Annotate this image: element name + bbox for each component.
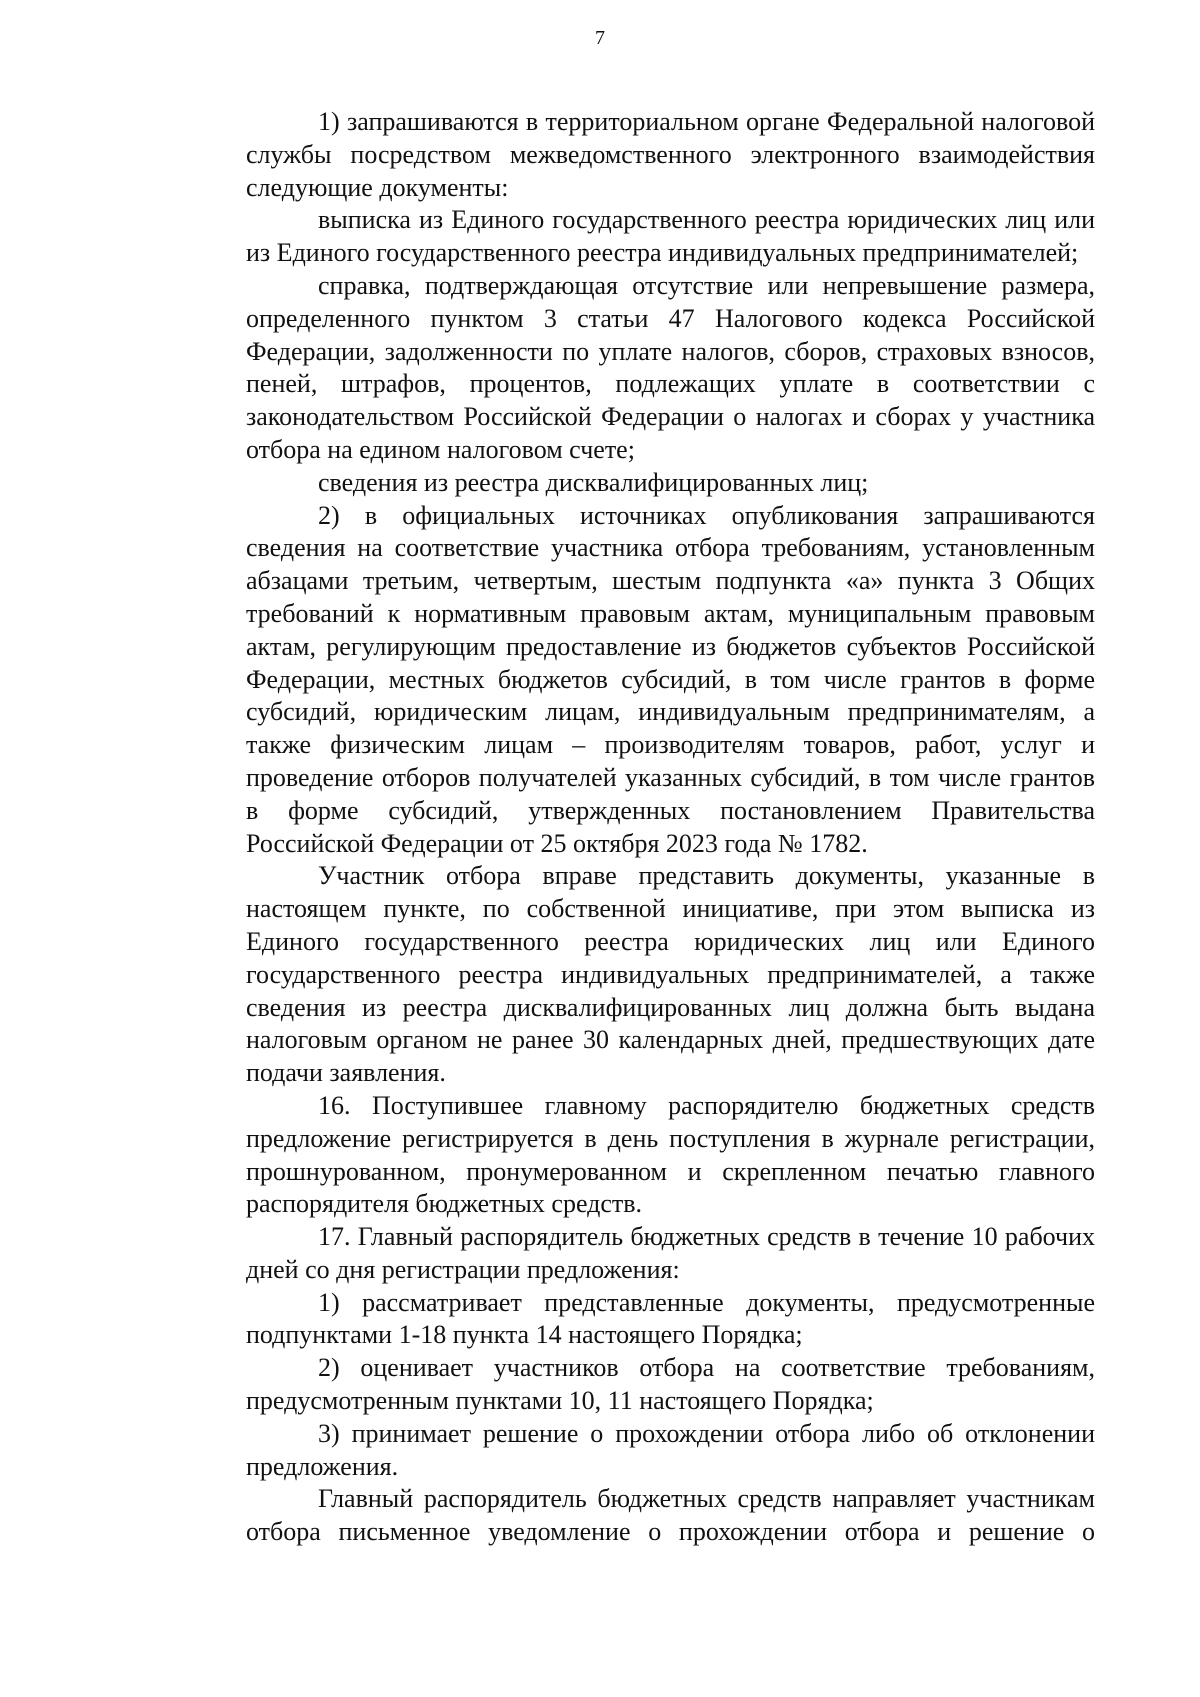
text-line: из Единого государственного реестра индивидуальных предпринимателей; xyxy=(246,238,1079,268)
text-line: Единого государственного реестра юридических лиц или Единого xyxy=(246,926,1095,956)
text-line: 1) запрашиваются в территориальном органе Федеральной налоговой xyxy=(318,107,1095,136)
text-line: абзацами третьим, четвертым, шестым подпункта «а» пункта 3 Общих xyxy=(246,566,1095,596)
text-line: Федерации, местных бюджетов субсидий, в том числе грантов в форме xyxy=(246,664,1095,694)
paragraph-p5 xyxy=(174,500,1095,861)
paragraph-p3 xyxy=(174,270,1095,467)
text-line: 2) в официальных источниках опубликования запрашиваются xyxy=(318,500,1095,530)
text-line: также физическим лицам – производителям товаров, работ, услуг и xyxy=(246,730,1095,760)
paragraph-p6 xyxy=(174,860,1095,1090)
text-line: отбора письменное уведомление о прохождении отбора и решение о xyxy=(246,1517,1095,1547)
text-line: Российской Федерации от 25 октября 2023 года № 1782. xyxy=(246,828,868,858)
text-line: определенного пунктом 3 статьи 47 Налогового кодекса Российской xyxy=(246,303,1095,333)
text-line: 17. Главный распорядитель бюджетных средств в течение 10 рабочих xyxy=(318,1222,1095,1252)
text-line: Главный распорядитель бюджетных средств направляет участникам xyxy=(318,1484,1095,1514)
text-line: отбора на едином налоговом счете; xyxy=(246,434,635,464)
text-line: 3) принимает решение о прохождении отбора либо об отклонении xyxy=(318,1418,1095,1448)
text-line: законодательством Российской Федерации о налогах и сборах у участника xyxy=(246,402,1095,432)
text-line: распорядителя бюджетных средств. xyxy=(246,1189,643,1219)
text-line: подачи заявления. xyxy=(246,1058,446,1088)
text-line: настоящем пункте, по собственной инициативе, при этом выписка из xyxy=(246,894,1095,924)
text-line: проведение отборов получателей указанных субсидий, в том числе грантов xyxy=(246,762,1095,792)
text-line: в форме субсидий, утвержденных постановлением Правительства xyxy=(246,795,1095,825)
text-line: Участник отбора вправе представить документы, указанные в xyxy=(318,861,1095,891)
text-line: предложения. xyxy=(246,1451,399,1481)
page-number: 7 xyxy=(595,27,605,49)
text-line: подпунктами 1-18 пункта 14 настоящего Порядка; xyxy=(246,1320,803,1350)
paragraph-p11 xyxy=(174,1418,1095,1484)
paragraph-p12 xyxy=(174,1483,1095,1549)
text-line: дней со дня регистрации предложения: xyxy=(246,1254,680,1284)
text-line: Федерации, задолженности по уплате налогов, сборов, страховых взносов, xyxy=(246,336,1095,366)
text-line: службы посредством межведомственного электронного взаимодействия xyxy=(246,139,1095,169)
paragraph-p2 xyxy=(174,204,1095,270)
text-line: сведения на соответствие участника отбора требованиям, установленным xyxy=(246,533,1095,563)
paragraph-p7 xyxy=(174,1090,1095,1221)
text-line: государственного реестра индивидуальных предпринимателей, а также xyxy=(246,959,1095,989)
paragraph-p10 xyxy=(174,1352,1095,1418)
text-line: прошнурованном, пронумерованном и скрепленном печатью главного xyxy=(246,1156,1095,1186)
text-line: выписка из Единого государственного реестра юридических лиц или xyxy=(318,205,1095,235)
text-line: пеней, штрафов, процентов, подлежащих уплате в соответствии с xyxy=(246,369,1095,399)
text-line: субсидий, юридическим лицам, индивидуальным предпринимателям, а xyxy=(246,697,1095,727)
paragraph-p1 xyxy=(174,106,1095,204)
text-line: предусмотренным пунктами 10, 11 настоящего Порядка; xyxy=(246,1386,874,1416)
text-line: предложение регистрируется в день поступления в журнале регистрации, xyxy=(246,1123,1095,1153)
text-line: сведения из реестра дисквалифицированных лиц должна быть выдана xyxy=(246,992,1095,1022)
document-body xyxy=(174,106,1095,1549)
text-line: 2) оценивает участников отбора на соответствие требованиям, xyxy=(318,1353,1095,1383)
paragraph-p9 xyxy=(174,1287,1095,1353)
paragraph-p8 xyxy=(174,1221,1095,1287)
text-line: следующие документы: xyxy=(246,172,509,202)
text-line: требований к нормативным правовым актам, муниципальным правовым xyxy=(246,598,1095,628)
text-line: справка, подтверждающая отсутствие или непревышение размера, xyxy=(318,270,1095,300)
text-line: 16. Поступившее главному распорядителю бюджетных средств xyxy=(318,1090,1095,1120)
text-line: 1) рассматривает представленные документы, предусмотренные xyxy=(318,1287,1095,1317)
text-line: налоговым органом не ранее 30 календарных дней, предшествующих дате xyxy=(246,1025,1095,1055)
paragraph-p4 xyxy=(174,467,1095,500)
text-line: сведения из реестра дисквалифицированных лиц; xyxy=(318,467,869,497)
text-line: актам, регулирующим предоставление из бюджетов субъектов Российской xyxy=(246,631,1095,661)
